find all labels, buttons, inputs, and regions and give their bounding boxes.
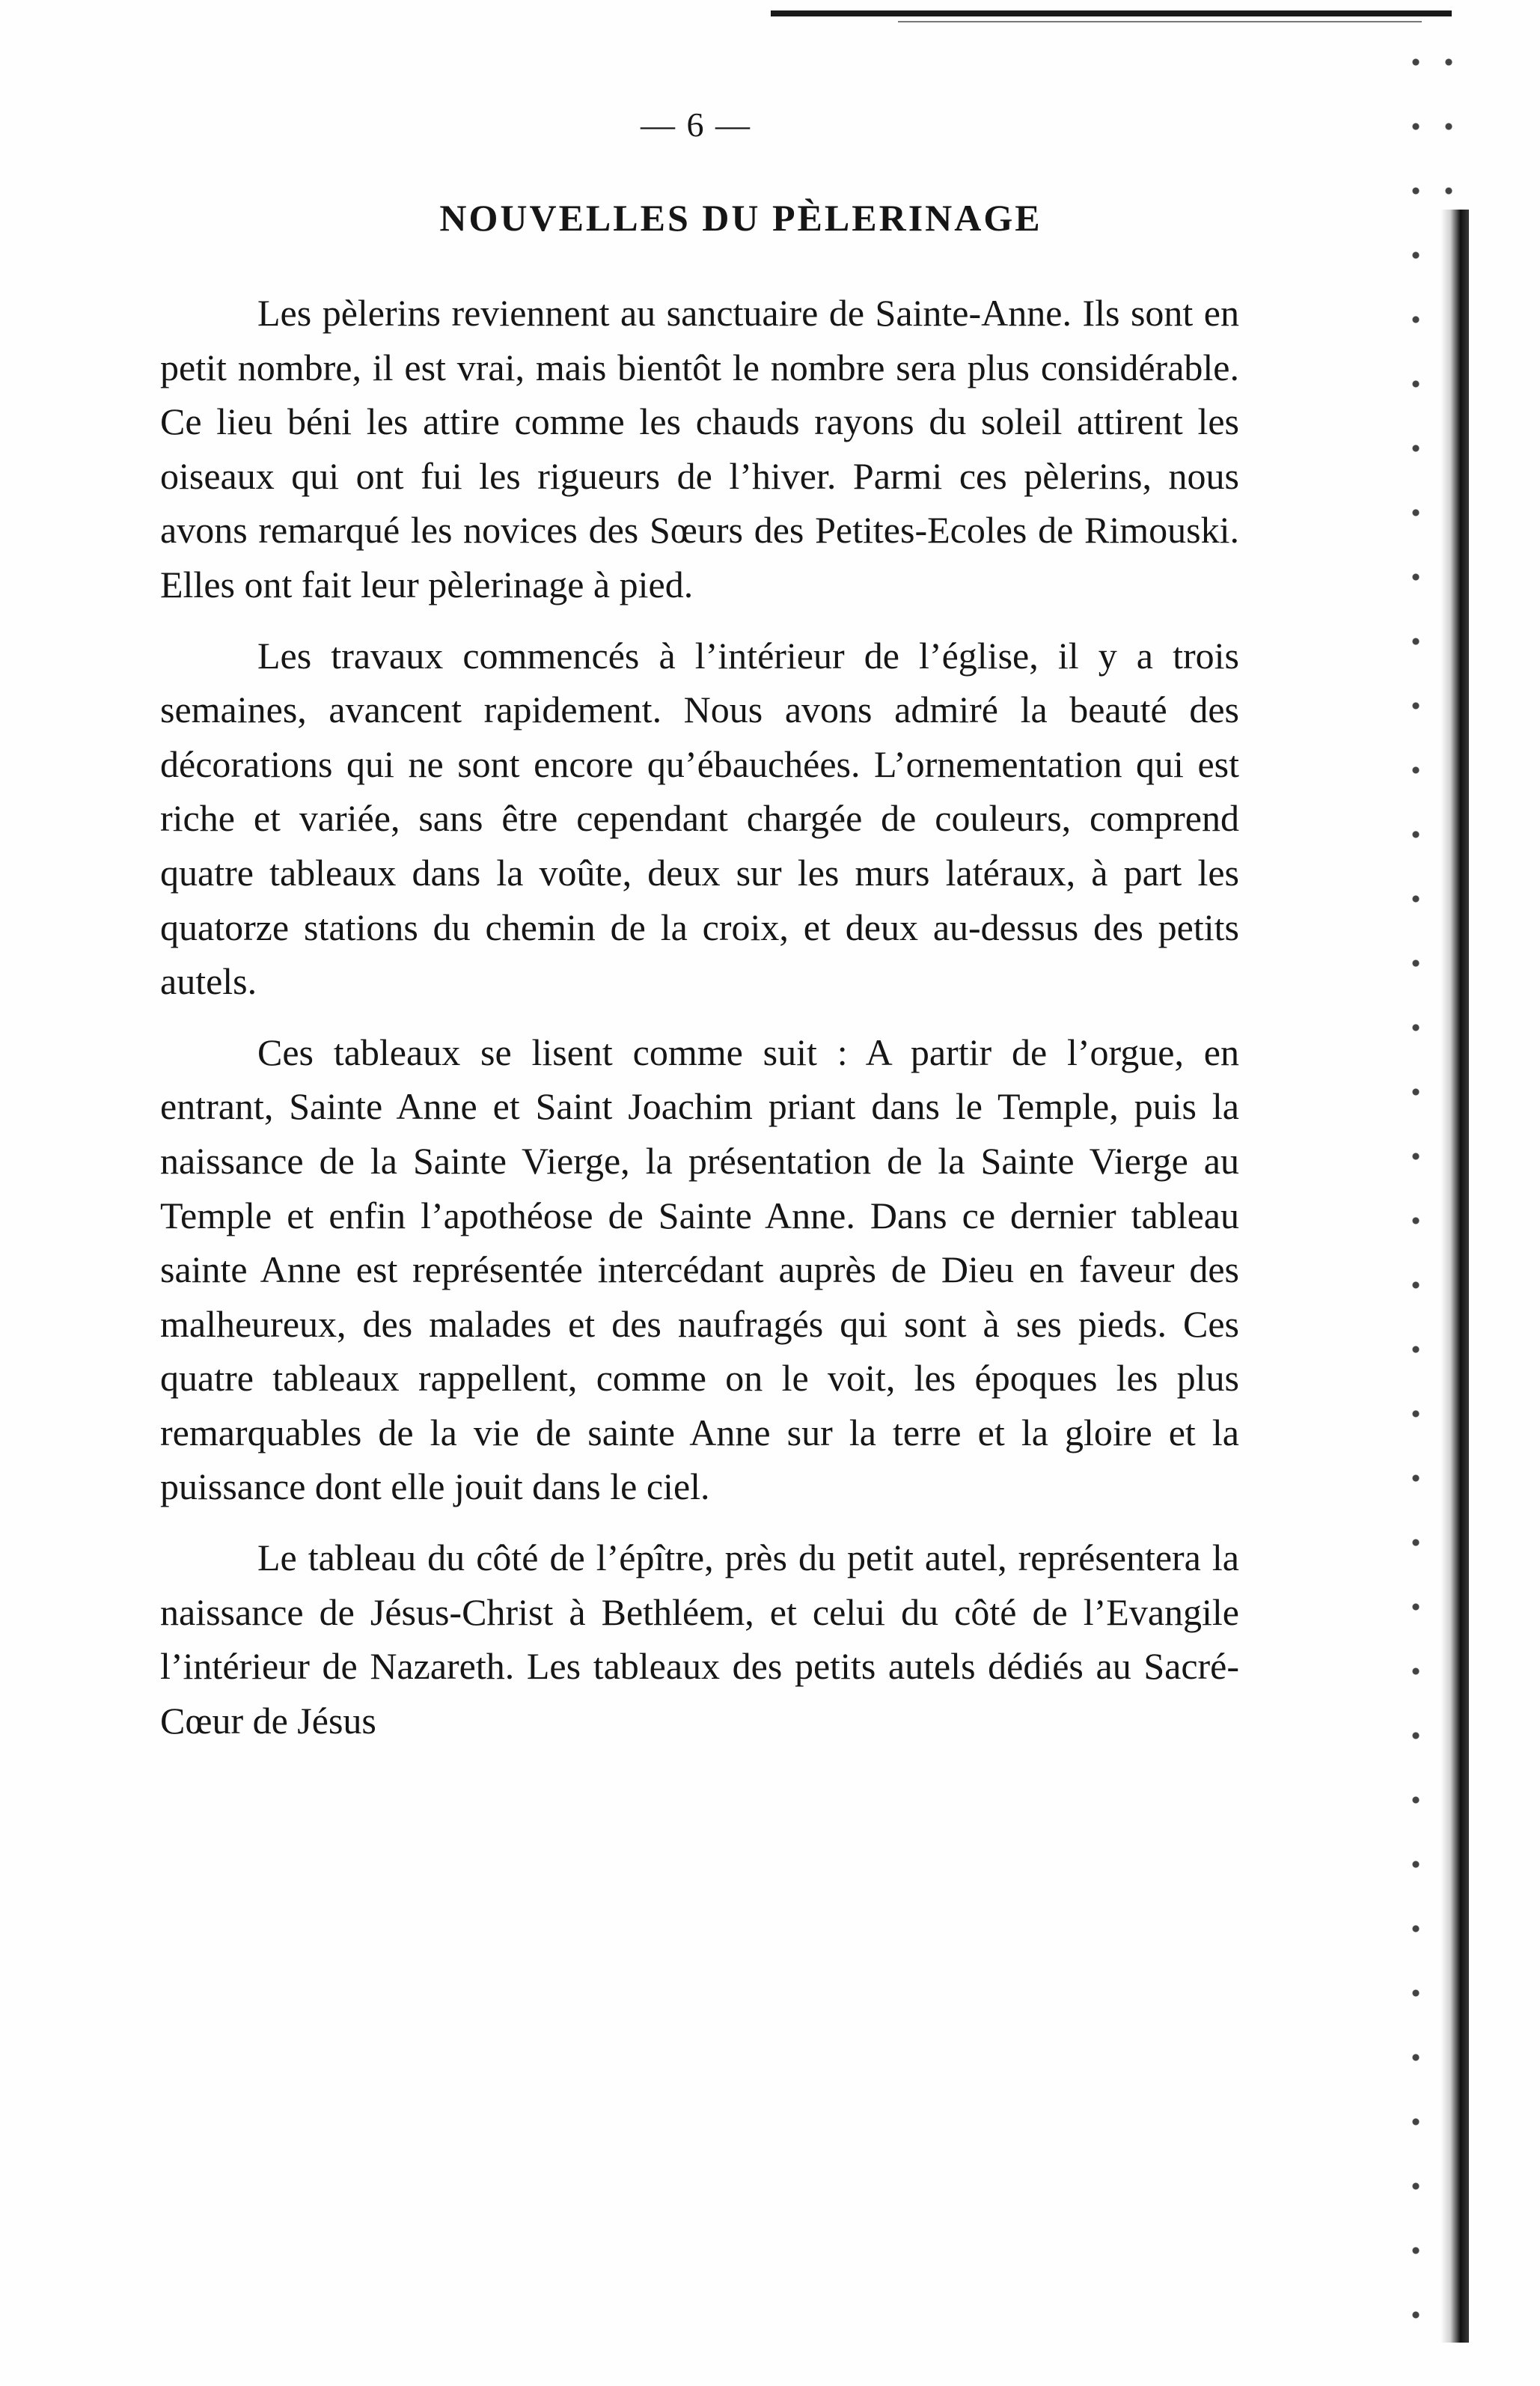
paragraph: Les pèlerins reviennent au sanctuaire de Sainte-Anne. Ils sont en petit nombre, il est vrai, mais bientôt le nombre sera plus considérable. Ce lieu béni les attire comme les chauds rayons du soleil attirent les oiseaux qui ont fui les rigueurs de l’hiver. Parmi ces pèlerins, nous avons remarqué les novices des Sœurs des Petites-Ecoles de Rimouski. Elles ont fait leur pèlerinage à pied. <box>160 292 1239 605</box>
paragraph: Le tableau du côté de l’épître, près du petit autel, représentera la naissance de Jésus-Christ à Bethléem, et celui du côté de l’Evangile l’intérieur de Nazareth. Les tableaux des petits autels dédiés au Sacré-Cœur de Jésus <box>160 1537 1239 1742</box>
article-body <box>160 286 1239 1748</box>
paragraph: Les travaux commencés à l’intérieur de l’église, il y a trois semaines, avancent rapidement. Nous avons admiré la beauté des décorations qui ne sont encore qu’ébauchées. L’ornementation qui est riche et variée, sans être cependant chargée de couleurs, comprend quatre tableaux dans la voûte, deux sur les murs latéraux, à part les quatorze stations du chemin de la croix, et deux au-dessus des petits autels. <box>160 634 1239 1003</box>
article-title: NOUVELLES DU PÈLERINAGE <box>439 197 1042 239</box>
paragraph: Ces tableaux se lisent comme suit : A partir de l’orgue, en entrant, Sainte Anne et Saint Joachim priant dans le Temple, puis la naissance de la Sainte Vierge, la présentation de la Sainte Vierge au Temple et enfin l’apothéose de Sainte Anne. Dans ce dernier tableau sainte Anne est représentée intercédant auprès de Dieu en faveur des malheureux, des malades et des naufragés qui sont à ses pieds. Ces quatre tableaux rappellent, comme on le voit, les époques les plus remarquables de la vie de sainte Anne sur la terre et la gloire et la puissance dont elle jouit dans le ciel. <box>160 1031 1239 1508</box>
top-edge-rule-thin <box>898 21 1422 22</box>
top-edge-rule <box>771 10 1452 16</box>
page-number: — 6 — <box>641 106 751 144</box>
page-binding-edge <box>1440 210 1469 2343</box>
